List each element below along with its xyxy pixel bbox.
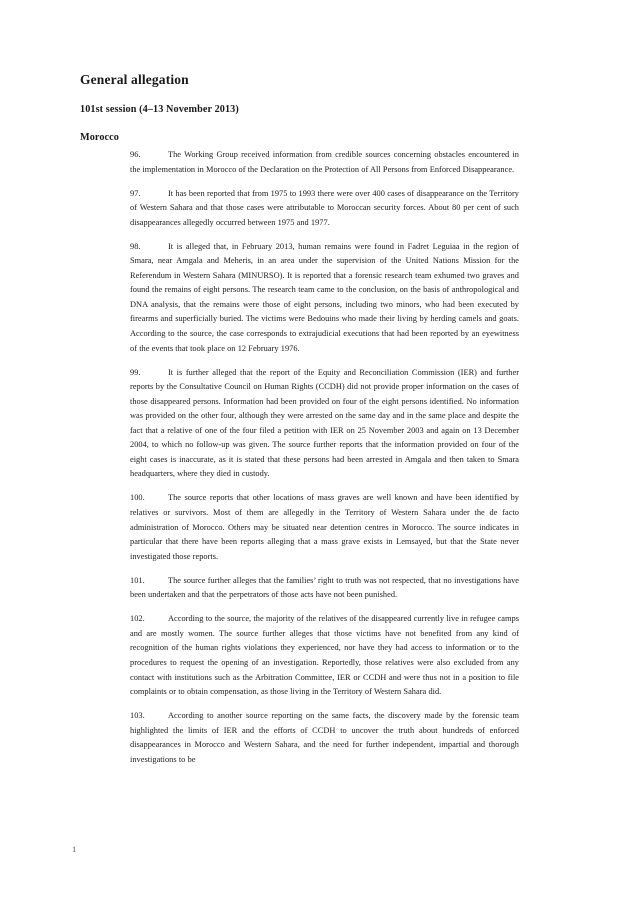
paragraph-98: [130, 240, 519, 356]
document-body: [130, 148, 519, 767]
paragraph-number: 99.: [130, 367, 141, 377]
paragraph-text: It has been reported that from 1975 to 1993 there were over 400 cases of disappearance on the Territory of Western Sahara and that those cases were attributable to Moroccan security forces. About 80 per cent of such disappearances allegedly occurred between 1975 and 1977.: [130, 188, 519, 227]
country-subtitle: Morocco: [80, 132, 119, 144]
document-heading-block: [80, 72, 520, 145]
paragraph-text: The source reports that other locations of mass graves are well known and have been identified by relatives or survivors. Most of them are allegedly in the Territory of Western Sahara under the de facto administration of Morocco. Others may be situated near detention centres in Morocco. The source indicates in particular that there have been reports alleging that a mass grave exists in Lemsayed, but that the State never investigated those reports.: [130, 493, 519, 561]
paragraph-number: 98.: [130, 241, 141, 251]
paragraph-text: It is further alleged that the report of the Equity and Reconciliation Commission (IER) and further reports by the Consultative Council on Human Rights (CCDH) did not provide proper information on the cases of those disappeared persons. Information had been provided on four of the eight persons identified. No information was provided on the other four, although they were arrested on the same day and in the same place and despite the fact that a relative of one of the four filed a petition with IER on 25 November 2003 and again on 13 December 2004, to which no follow-up was given. The source further reports that the information provided on four of the eight cases is inaccurate, as it is stated that these persons had been arrested in Amgala and then taken to Smara headquarters, where they died in custody.: [130, 367, 519, 479]
paragraph-103: [130, 709, 519, 767]
paragraph-number: 100.: [130, 493, 145, 503]
paragraph-text: According to another source reporting on the same facts, the discovery made by the forensic team highlighted the limits of IER and the efforts of CCDH to uncover the truth about hundreds of enforced disappearances in Morocco and Western Sahara, and the need for further independent, impartial and thorough investigations to be: [130, 711, 519, 764]
paragraph-number: 96.: [130, 150, 141, 159]
paragraph-96: [130, 148, 519, 177]
paragraph-text: The source further alleges that the families’ right to truth was not respected, that no investigations have been undertaken and that the perpetrators of those acts have not been punished.: [130, 575, 519, 600]
paragraph-text: It is alleged that, in February 2013, human remains were found in Fadret Leguiaa in the region of Smara, near Amgala and Meheris, in an area under the supervision of the United Nations Mission for the Referendum in Western Sahara (MINURSO). It is reported that a forensic research team exhumed two graves and found the remains of eight persons. The research team came to the conclusion, on the basis of anthropological and DNA analysis, that the remains were those of eight persons, including two minors, who had been executed by firearms and superficially buried. The victims were Bedouins who made their living by herding camels and goats. According to the source, the case corresponds to extrajudicial executions that had been reported by an eyewitness of the events that took place on 12 February 1976.: [130, 241, 519, 353]
paragraph-99: [130, 366, 519, 482]
paragraph-number: 101.: [130, 575, 145, 585]
paragraph-text: According to the source, the majority of the relatives of the disappeared currently live in refugee camps and are mostly women. The source further alleges that those victims have not benefited from any kind of recognition of the human rights violations they experienced, nor have they had access to information or to the procedures to request the opening of an investigation. Reportedly, those relatives were also excluded from any contact with institutions such as the Arbitration Committee, IER or CCDH and were thus not in a position to file complaints or to obtain compensation, as those living in the Territory of Western Sahara did.: [130, 614, 519, 697]
page-title: General allegation: [80, 72, 189, 87]
page-number: 1: [72, 844, 77, 854]
paragraph-number: 102.: [130, 614, 145, 624]
paragraph-102: [130, 612, 519, 699]
paragraph-number: 97.: [130, 188, 141, 198]
session-subtitle: 101st session (4–13 November 2013): [80, 104, 239, 116]
paragraph-97: [130, 187, 519, 231]
paragraph-text: The Working Group received information from credible sources concerning obstacles encountered in the implementation in Morocco of the Declaration on the Protection of All Persons from Enforced Disappearance.: [130, 150, 519, 174]
paragraph-101: [130, 574, 519, 603]
paragraph-100: [130, 491, 519, 564]
paragraph-number: 103.: [130, 711, 145, 721]
